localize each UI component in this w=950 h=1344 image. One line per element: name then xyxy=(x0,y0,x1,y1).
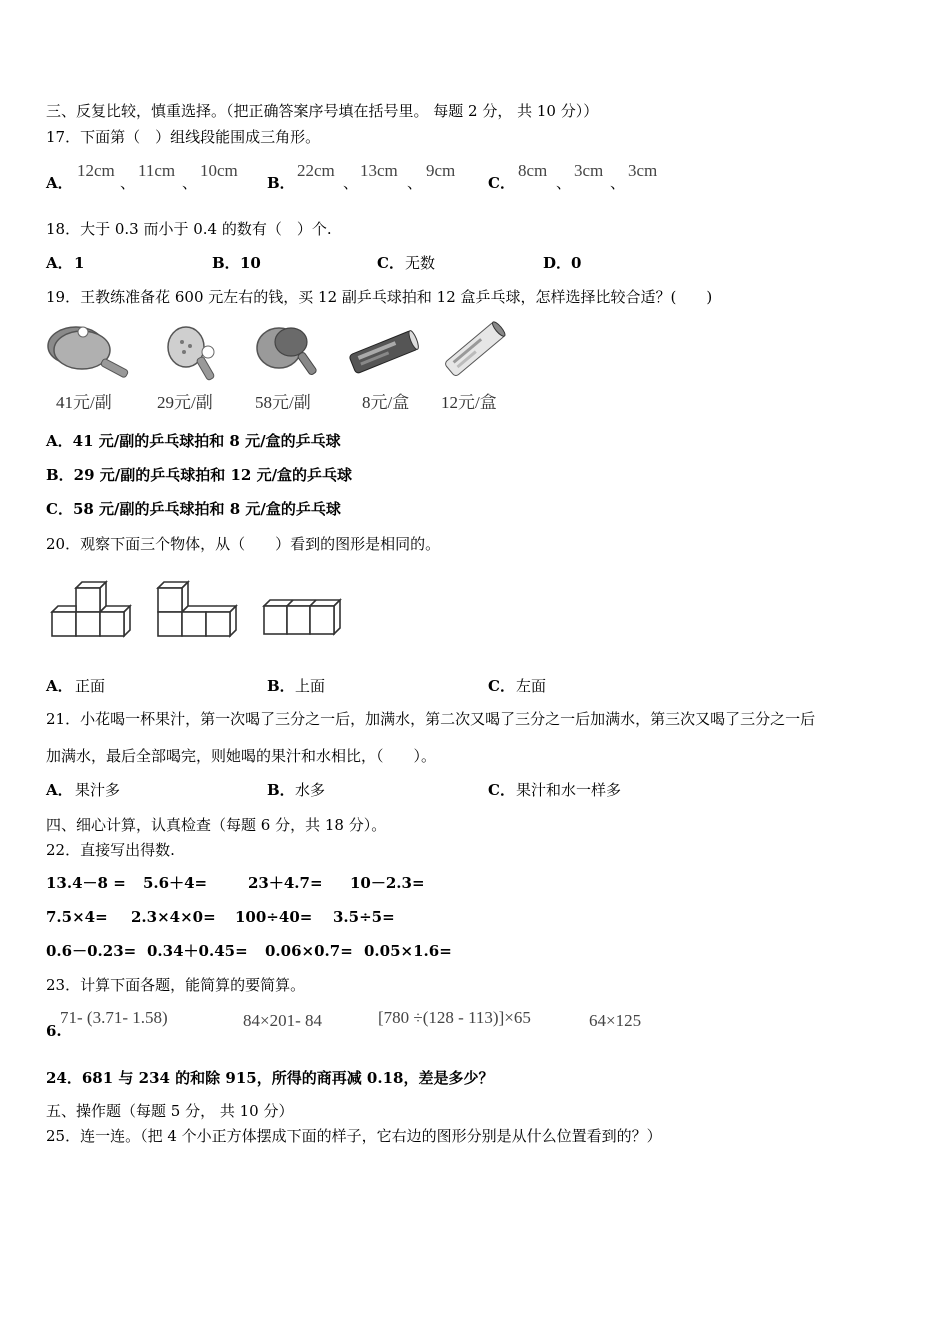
q21-line-1: 21．小花喝一杯果汁，第一次喝了三分之一后，加满水，第二次又喝了三分之一后加满水，第三次又喝了三分之一后 xyxy=(46,710,816,728)
section-3-heading: 三、反复比较，慎重选择。（把正确答案序号填在括号里。 每题 2 分， 共 10 分）） xyxy=(46,102,599,120)
q18-d-letter: D． xyxy=(543,254,572,272)
item-price-1: 41元/副 xyxy=(56,393,112,412)
calc-item: 10－2.3= xyxy=(350,874,425,892)
cube-figure-1 xyxy=(50,578,132,636)
q20-b-text: 上面 xyxy=(295,677,326,695)
q19-option-b: B．29 元/副的乒乓球拍和 12 元/盒的乒乓球 xyxy=(46,466,353,484)
q18-b-letter: B． xyxy=(212,254,240,272)
q18-b-text: 10 xyxy=(240,254,261,272)
q17-c-letter: C． xyxy=(488,174,515,192)
q23-expr-2: 84×201- 84 xyxy=(243,1011,322,1030)
q21-c-letter: C． xyxy=(488,781,515,799)
q17-a-sep2: 、 xyxy=(182,174,198,192)
q23-expr-1: 71- (3.71- 1.58) xyxy=(60,1008,168,1027)
q20-a-letter: A． xyxy=(46,677,73,695)
paddle-29-image xyxy=(160,322,220,388)
q17-b-seg1: 22cm xyxy=(297,161,335,180)
q21-a-letter: A． xyxy=(46,781,73,799)
q17-b-sep2: 、 xyxy=(407,174,423,192)
q20-stem: 20．观察下面三个物体，从（ ）看到的图形是相同的。 xyxy=(46,535,441,553)
q18-a-letter: A． xyxy=(46,254,73,272)
calc-item: 0.05×1.6= xyxy=(364,942,452,960)
q17-a-seg1: 12cm xyxy=(77,161,115,180)
q20-c-text: 左面 xyxy=(516,677,547,695)
section-5-heading: 五、操作题（每题 5 分， 共 10 分） xyxy=(46,1102,294,1120)
q21-b-letter: B． xyxy=(267,781,295,799)
calc-item: 2.3×4×0= xyxy=(131,908,216,926)
q17-c-sep1: 、 xyxy=(556,174,572,192)
q21-b-text: 水多 xyxy=(295,781,326,799)
q17-b-seg2: 13cm xyxy=(360,161,398,180)
q19-option-c: C．58 元/副的乒乓球拍和 8 元/盒的乒乓球 xyxy=(46,500,341,518)
q18-c-letter: C． xyxy=(377,254,404,272)
calc-item: 5.6＋4= xyxy=(143,874,208,892)
q17-a-seg3: 10cm xyxy=(200,161,238,180)
calc-item: 0.06×0.7= xyxy=(265,942,353,960)
q24-stem: 24．681 与 234 的和除 915，所得的商再减 0.18，差是多少？ xyxy=(46,1069,494,1087)
paddle-41-image xyxy=(44,320,134,382)
q17-a-letter: A． xyxy=(46,174,73,192)
q18-d-text: 0 xyxy=(571,254,582,272)
q20-c-letter: C． xyxy=(488,677,515,695)
section-4-heading: 四、细心计算，认真检查（每题 6 分，共 18 分）。 xyxy=(46,816,387,834)
item-price-3: 58元/副 xyxy=(255,393,311,412)
q20-b-letter: B． xyxy=(267,677,295,695)
q17-c-seg3: 3cm xyxy=(628,161,658,180)
item-price-2: 29元/副 xyxy=(157,393,213,412)
q17-c-seg1: 8cm xyxy=(518,161,548,180)
q22-stem: 22．直接写出得数. xyxy=(46,841,175,859)
calc-item: 100÷40= xyxy=(235,908,313,926)
q17-c-sep2: 、 xyxy=(610,174,626,192)
q18-stem: 18．大于 0.3 而小于 0.4 的数有（ ）个. xyxy=(46,220,332,238)
q17-b-seg3: 9cm xyxy=(426,161,456,180)
item-price-4: 8元/盒 xyxy=(362,393,410,412)
q21-c-text: 果汁和水一样多 xyxy=(516,781,622,799)
q19-option-a: A．41 元/副的乒乓球拍和 8 元/盒的乒乓球 xyxy=(46,432,341,450)
item-price-5: 12元/盒 xyxy=(441,393,497,412)
q17-b-letter: B． xyxy=(267,174,295,192)
calc-item: 0.34＋0.45= xyxy=(147,942,248,960)
cube-figure-2 xyxy=(156,578,238,636)
q18-a-text: 1 xyxy=(74,254,85,272)
q17-c-seg2: 3cm xyxy=(574,161,604,180)
calc-item: 3.5÷5= xyxy=(333,908,395,926)
calc-item: 13.4－8 = xyxy=(46,874,126,892)
q17-b-sep1: 、 xyxy=(343,174,359,192)
ball-box-8-image xyxy=(348,322,420,382)
q23-prefix: 6. xyxy=(46,1022,62,1040)
q18-c-text: 无数 xyxy=(405,254,436,272)
q21-line-2: 加满水，最后全部喝完，则她喝的果汁和水相比，（ ）。 xyxy=(46,747,437,765)
q17-a-seg2: 11cm xyxy=(138,161,176,180)
q23-expr-3: [780 ÷(128 - 113)]×65 xyxy=(378,1008,531,1027)
q17-stem: 17．下面第（ ）组线段能围成三角形。 xyxy=(46,128,321,146)
cube-figure-3 xyxy=(262,596,342,636)
q21-a-text: 果汁多 xyxy=(75,781,121,799)
q19-stem: 19．王教练准备花 600 元左右的钱，买 12 副乒乓球拍和 12 盒乒乓球，怎样选择比较合适？( ) xyxy=(46,288,713,306)
q25-stem: 25．连一连。（把 4 个小正方体摆成下面的样子，它右边的图形分别是从什么位置看到的？） xyxy=(46,1127,662,1145)
q23-stem: 23．计算下面各题，能简算的要简算。 xyxy=(46,976,306,994)
calc-item: 7.5×4= xyxy=(46,908,108,926)
calc-item: 23＋4.7= xyxy=(248,874,323,892)
calc-item: 0.6－0.23= xyxy=(46,942,137,960)
q23-expr-4: 64×125 xyxy=(589,1011,642,1030)
q17-a-sep1: 、 xyxy=(120,174,136,192)
q20-a-text: 正面 xyxy=(75,677,106,695)
paddle-58-image xyxy=(253,322,319,382)
ball-box-12-image xyxy=(442,318,508,380)
